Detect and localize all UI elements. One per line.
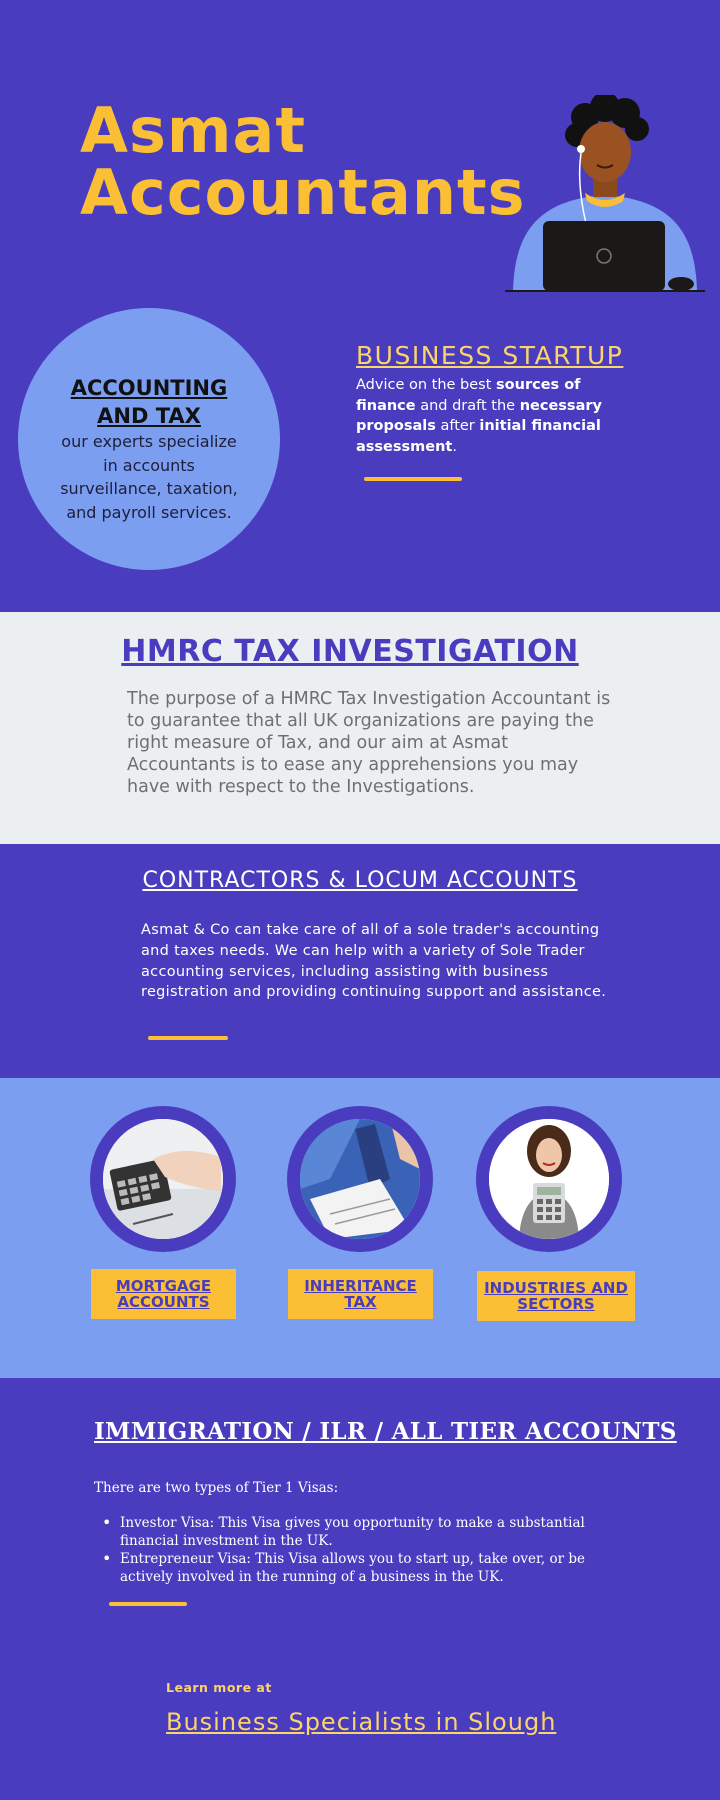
startup-text-bold: initial financial assessment [356, 418, 601, 456]
startup-text-bold: sources of finance [356, 377, 581, 414]
contractors-accent-line [148, 1036, 228, 1040]
hero-section [0, 0, 720, 612]
visa-list [94, 1514, 634, 1586]
immigration-intro: There are two types of Tier 1 Visas: [94, 1480, 339, 1496]
services-section [0, 1078, 720, 1378]
contractors-title: CONTRACTORS & LOCUM ACCOUNTS [142, 868, 578, 893]
documents-desk-image [300, 1119, 420, 1239]
brand-title [80, 94, 526, 229]
immigration-section [0, 1378, 720, 1800]
accounting-circle [18, 308, 280, 570]
visa-list-item: • Entrepreneur Visa: This Visa allows you to start up, take over, or be actively involved in the running of a business in the UK. [94, 1550, 634, 1586]
business-startup-title: BUSINESS STARTUP [356, 341, 624, 370]
industries-photo-circle [476, 1106, 622, 1252]
inheritance-tax-link[interactable]: INHERITANCE TAX [288, 1269, 433, 1319]
startup-text-part: and draft the [415, 397, 520, 414]
person-with-laptop-illustration [505, 95, 705, 295]
contractors-text: Asmat & Co can take care of all of a sole trader's accounting and taxes needs. We can help with a variety of Sole Trader accounting services, including assisting with business registration and providing continuing support and assistance. [141, 922, 607, 1001]
calculator-hand-image [103, 1119, 223, 1239]
immigration-accent-line [109, 1602, 187, 1606]
startup-text-part: . [452, 439, 457, 456]
startup-text-part: after [435, 418, 480, 435]
startup-text-part: Advice on the best [356, 377, 497, 393]
brand-title-line2: Accountants [80, 156, 526, 229]
hmrc-section [0, 612, 720, 844]
mortgage-accounts-link[interactable]: MORTGAGE ACCOUNTS [91, 1269, 236, 1319]
visa-list-item: • Investor Visa: This Visa gives you opportunity to make a substantial financial investment in the UK. [94, 1514, 634, 1550]
startup-accent-line [364, 477, 462, 481]
hmrc-text: The purpose of a HMRC Tax Investigation Accountant is to guarantee that all UK organizations are paying the right measure of Tax, and our aim at Asmat Accountants is to ease any apprehensions you may have with respect to the Investigations. [127, 689, 611, 797]
brand-title-line1: Asmat [80, 94, 306, 167]
accounting-title: ACCOUNTING AND TAX [70, 376, 228, 428]
inheritance-photo-circle [287, 1106, 433, 1252]
hmrc-title: HMRC TAX INVESTIGATION [121, 634, 579, 669]
learn-more-label: Learn more at [166, 1680, 272, 1695]
industries-sectors-link[interactable]: INDUSTRIES AND SECTORS [477, 1271, 635, 1321]
woman-calculator-image [489, 1119, 609, 1239]
accounting-text: our experts specialize in accounts surveillance, taxation, and payroll services. [60, 432, 238, 522]
business-specialists-link[interactable]: Business Specialists in Slough [166, 1708, 557, 1736]
immigration-title: IMMIGRATION / ILR / ALL TIER ACCOUNTS [94, 1418, 677, 1445]
business-startup-text [356, 375, 626, 458]
mortgage-photo-circle [90, 1106, 236, 1252]
startup-text-bold: necessary proposals [356, 397, 602, 435]
contractors-section [0, 844, 720, 1078]
